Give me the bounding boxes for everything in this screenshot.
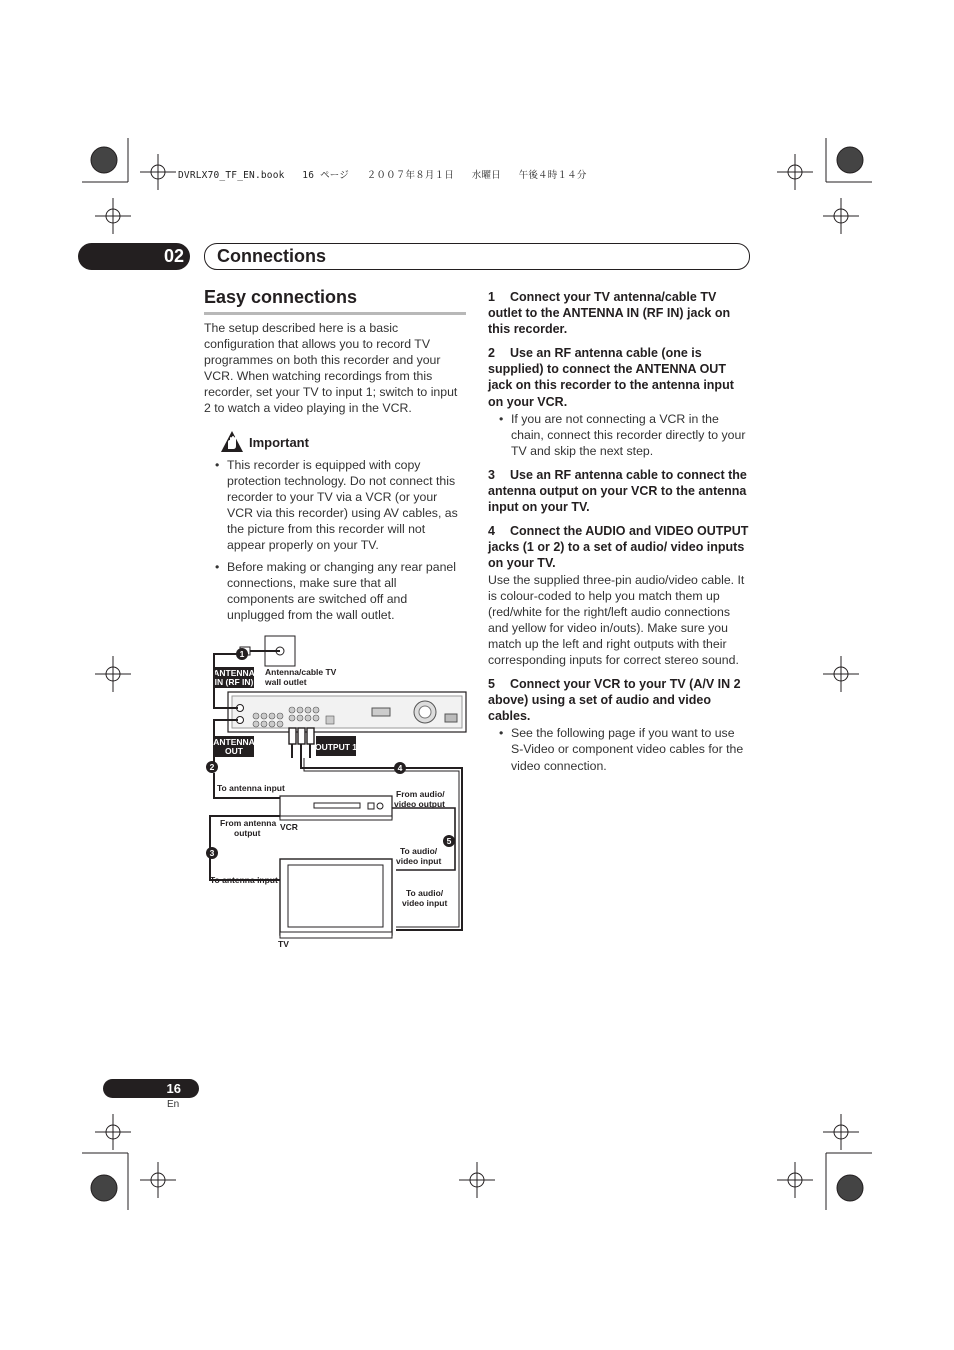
- svg-text:To antenna input: To antenna input: [210, 875, 278, 885]
- step-heading: Connect the AUDIO and VIDEO OUTPUT jacks (1 or 2) to a set of audio/ video inputs on your TV.: [488, 524, 749, 571]
- important-item: • Before making or changing any rear panel connections, make sure that all components are switched off and unplugged from the wall outlet.: [214, 559, 466, 623]
- tv-unit: [280, 859, 392, 938]
- step-number: 1: [488, 290, 495, 304]
- step-5: [488, 676, 750, 774]
- svg-text:TV: TV: [278, 939, 289, 949]
- step-number: 2: [488, 346, 495, 361]
- step-heading: Use an RF antenna cable (one is supplied) to connect the ANTENNA OUT jack on this recorder to the antenna input on your VCR.: [488, 346, 734, 409]
- steps-list: [488, 289, 750, 782]
- warning-hand-icon: [220, 430, 244, 454]
- important-item: • This recorder is equipped with copy protection technology. Do not connect this recorder to your TV via a VCR (or your VCR via this recorder) using AV cables, as the picture from this recorder will not appear properly on your TV.: [214, 457, 466, 554]
- step-heading: Connect your VCR to your TV (A/V IN 2 above) using a set of audio and video cables.: [488, 677, 741, 724]
- svg-text:5: 5: [446, 836, 452, 846]
- recorder-rear-panel: [228, 692, 466, 732]
- step-note: • See the following page if you want to use S-Video or component video cables for the video connection.: [498, 725, 750, 773]
- chapter-title: Connections: [217, 246, 327, 266]
- step-heading: Connect your TV antenna/cable TV outlet to the ANTENNA IN (RF IN) jack on this recorder.: [488, 290, 731, 337]
- svg-text:video output: video output: [394, 799, 445, 809]
- svg-text:wall outlet: wall outlet: [265, 677, 307, 687]
- svg-text:ANTENNA: ANTENNA: [213, 668, 255, 678]
- svg-text:OUT: OUT: [225, 746, 243, 756]
- svg-text:VCR: VCR: [280, 822, 298, 832]
- svg-text:2: 2: [209, 762, 215, 772]
- svg-text:IN (RF IN): IN (RF IN): [214, 677, 254, 687]
- svg-text:video input: video input: [396, 856, 442, 866]
- print-line: DVRLX70_TF_EN.book 16 ページ ２００７年８月１日 水曜日 午後４時１４分: [178, 170, 587, 181]
- important-heading: Important: [249, 435, 309, 450]
- step-text: Use the supplied three-pin audio/video cable. It is colour-coded to help you match them up (red/white for the right/left audio connections and yellow for video in/outs). Make sure you match up the left and right outputs with their corresponding inputs for correct stereo sound.: [488, 572, 745, 667]
- section-title: Easy connections: [204, 287, 358, 307]
- svg-text:To audio/: To audio/: [406, 888, 444, 898]
- page-language: En: [167, 1099, 180, 1110]
- svg-text:To antenna input: To antenna input: [217, 783, 285, 793]
- section-divider: [204, 312, 466, 315]
- svg-text:Antenna/cable TV: Antenna/cable TV: [265, 667, 337, 677]
- chapter-number-tab: [78, 243, 190, 270]
- vcr-unit: [280, 796, 392, 820]
- svg-text:To audio/: To audio/: [400, 846, 438, 856]
- step-number: 4: [488, 524, 495, 539]
- connection-diagram: [200, 630, 472, 955]
- svg-text:3: 3: [209, 848, 215, 858]
- chapter-header: [204, 243, 750, 270]
- step-number: 3: [488, 467, 495, 482]
- page-number: 16: [166, 1081, 181, 1096]
- important-list: [214, 457, 466, 628]
- step-2: [488, 345, 750, 459]
- step-1: [488, 289, 750, 337]
- svg-text:output: output: [234, 828, 261, 838]
- section-intro: The setup described here is a basic configuration that allows you to record TV programmes on both this recorder and your VCR. When watching recordings from this recorder, set your TV to input 1; switch to input 2 to watch a video playing in the VCR.: [204, 321, 458, 416]
- svg-text:1: 1: [239, 649, 245, 659]
- step-4: [488, 523, 750, 668]
- svg-text:4: 4: [397, 763, 403, 773]
- chapter-number: 02: [163, 246, 184, 266]
- step-note: • If you are not connecting a VCR in the chain, connect this recorder directly to your TV and skip the next step.: [498, 411, 750, 459]
- step-heading: Use an RF antenna cable to connect the antenna output on your VCR to the antenna input on your TV.: [488, 467, 747, 515]
- page-number-tab: [103, 1079, 199, 1098]
- svg-text:video input: video input: [402, 898, 448, 908]
- step-3: [488, 467, 750, 515]
- svg-text:ANTENNA: ANTENNA: [213, 737, 255, 747]
- svg-text:From audio/: From audio/: [396, 789, 445, 799]
- step-number: 5: [488, 677, 495, 692]
- svg-text:From antenna: From antenna: [220, 818, 277, 828]
- svg-text:OUTPUT 1: OUTPUT 1: [314, 742, 358, 752]
